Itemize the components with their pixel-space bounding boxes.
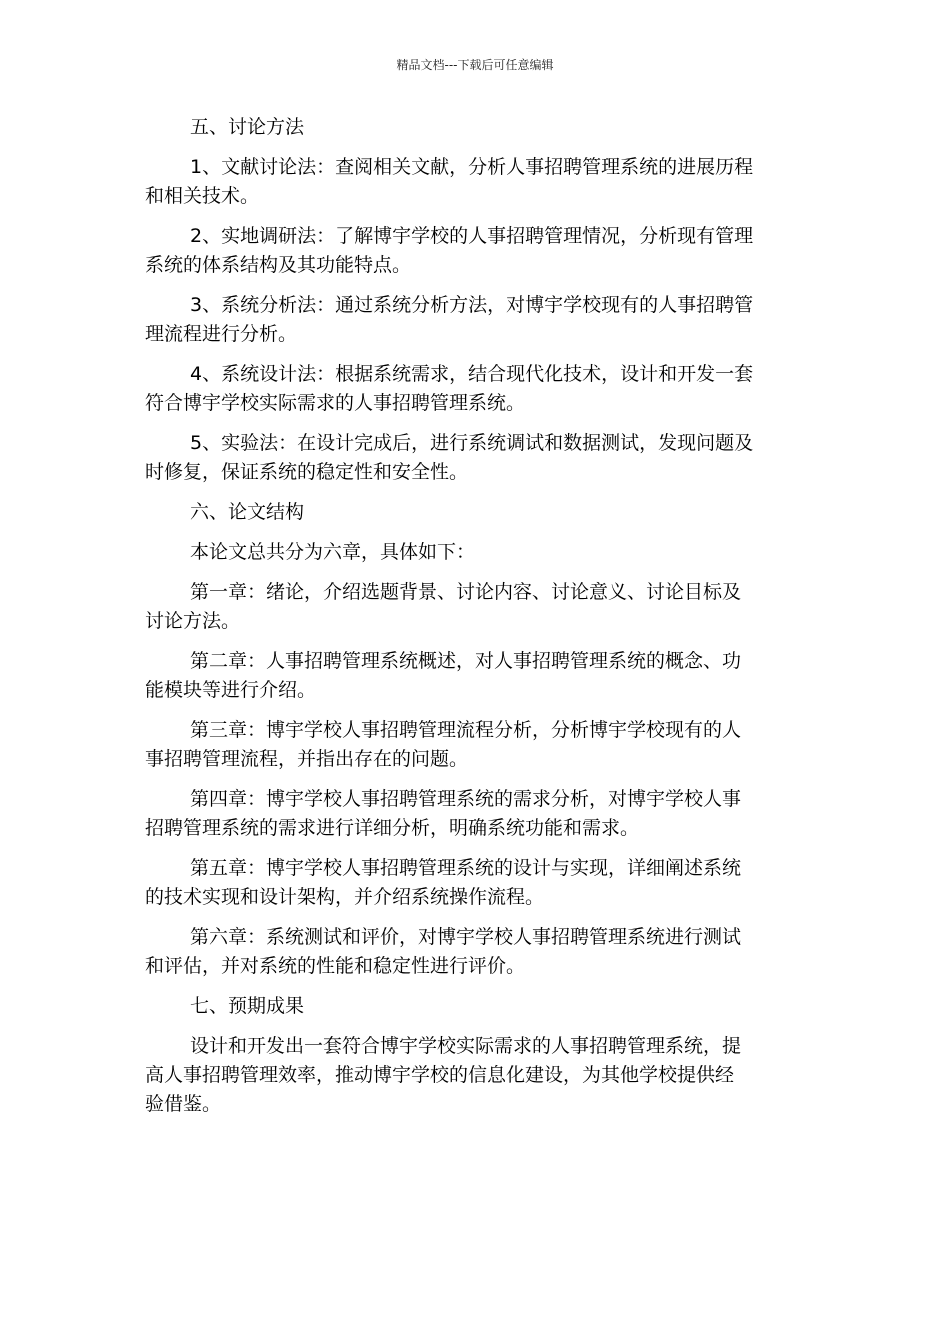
method-field-research: 2、实地调研法：了解博宇学校的人事招聘管理情况，分析现有管理 系统的体系结构及其功能特点。 (145, 225, 754, 276)
chapter-4: 第四章：博宇学校人事招聘管理系统的需求分析，对博宇学校人事 招聘管理系统的需求进行详细分析，明确系统功能和需求。 (145, 788, 742, 839)
page-header: 精品文档---下载后可任意编辑 (396, 58, 554, 72)
chapter-5: 第五章：博宇学校人事招聘管理系统的设计与实现，详细阐述系统 的技术实现和设计架构，并介绍系统操作流程。 (145, 857, 742, 908)
section-heading-structure: 六、论文结构 (190, 501, 305, 523)
chapter-1: 第一章：绪论，介绍选题背景、讨论内容、讨论意义、讨论目标及 讨论方法。 (145, 581, 742, 632)
structure-intro: 本论文总共分为六章，具体如下： (190, 541, 476, 563)
chapter-6: 第六章：系统测试和评价，对博宇学校人事招聘管理系统进行测试 和评估，并对系统的性能和稳定性进行评价。 (145, 926, 742, 977)
expected-outcomes: 设计和开发出一套符合博宇学校实际需求的人事招聘管理系统，提 高人事招聘管理效率，推动博宇学校的信息化建设，为其他学校提供经 验借鉴。 (145, 1035, 742, 1115)
chapter-3: 第三章：博宇学校人事招聘管理流程分析，分析博宇学校现有的人 事招聘管理流程，并指出存在的问题。 (145, 719, 742, 770)
section-heading-outcomes: 七、预期成果 (190, 995, 305, 1017)
method-system-analysis: 3、系统分析法：通过系统分析方法，对博宇学校现有的人事招聘管 理流程进行分析。 (145, 294, 754, 345)
method-system-design: 4、系统设计法：根据系统需求，结合现代化技术，设计和开发一套 符合博宇学校实际需求的人事招聘管理系统。 (145, 363, 754, 414)
section-heading-methods: 五、讨论方法 (190, 116, 305, 138)
method-literature: 1、文献讨论法：查阅相关文献，分析人事招聘管理系统的进展历程 和相关技术。 (145, 156, 754, 207)
method-experiment: 5、实验法：在设计完成后，进行系统调试和数据测试，发现问题及 时修复，保证系统的稳定性和安全性。 (145, 432, 754, 483)
document-body (145, 113, 807, 1130)
chapter-2: 第二章：人事招聘管理系统概述，对人事招聘管理系统的概念、功 能模块等进行介绍。 (145, 650, 742, 701)
